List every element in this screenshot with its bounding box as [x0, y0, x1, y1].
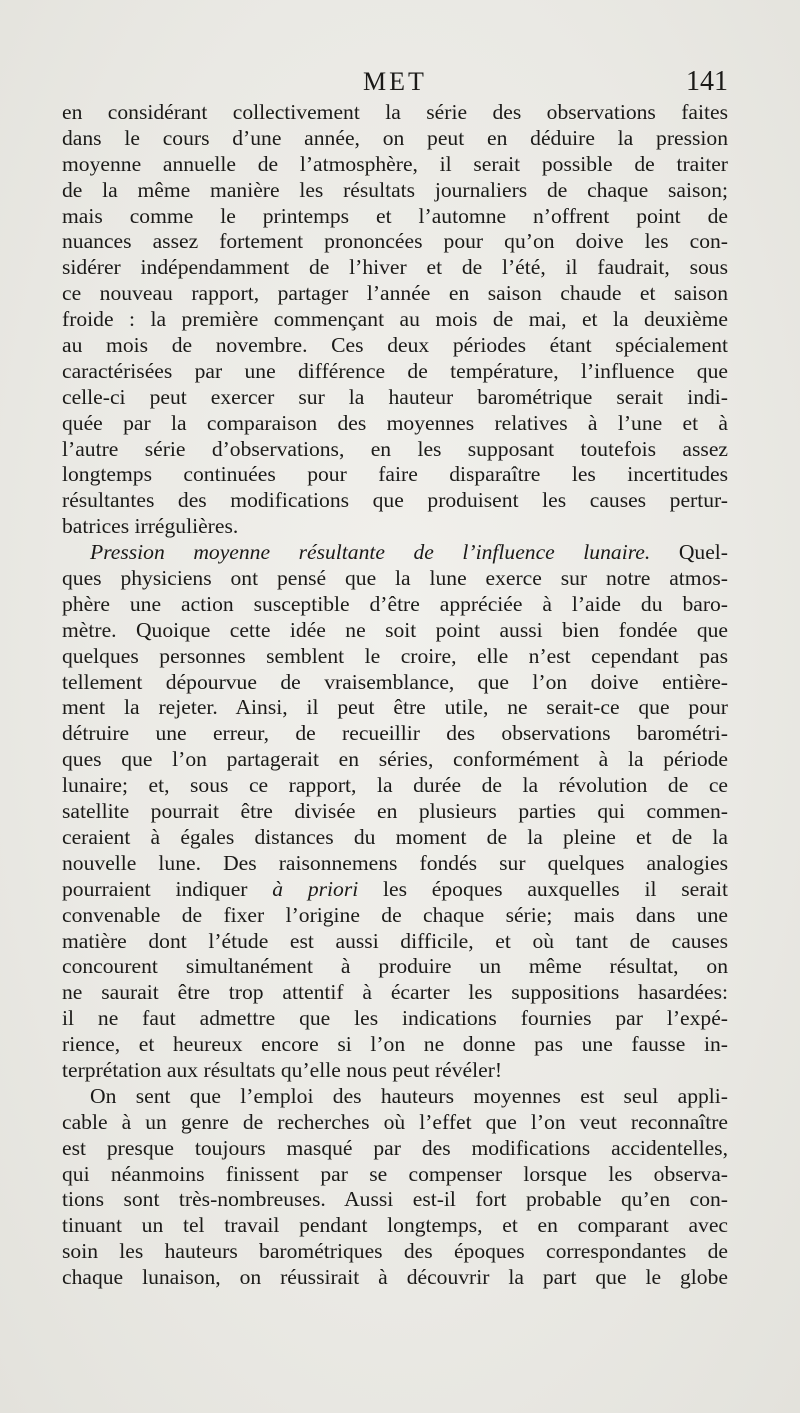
text-line: ce nouveau rapport, partager l’année en saison chaude et saison [62, 281, 728, 306]
section-heading: Pression moyenne résultante de l’influence lunaire. [90, 540, 651, 565]
text-line: quée par la comparaison des moyennes relatives à l’une et à [62, 410, 728, 435]
text-line-with-italic [62, 877, 728, 903]
text-line: rience, et heureux encore si l’on ne donne pas une fausse in- [62, 1032, 728, 1057]
text-line: tellement dépourvue de vraisemblance, que l’on doive entière- [62, 669, 728, 694]
text-fragment: les époques auxquelles il serait [358, 876, 728, 901]
text-line: qui néanmoins finissent par se compenser lorsque les observa- [62, 1161, 728, 1186]
text-line: On sent que l’emploi des hauteurs moyennes est seul appli- [90, 1083, 728, 1108]
text-line: mais comme le printemps et l’automne n’offrent point de [62, 203, 728, 228]
text-fragment: pourraient indiquer [62, 876, 273, 901]
text-line: ques physiciens ont pensé que la lune exerce sur notre atmos- [62, 566, 728, 591]
text-line: sidérer indépendamment de l’hiver et de l’été, il faudrait, sous [62, 255, 728, 280]
text-line: quelques personnes semblent le croire, elle n’est cependant pas [62, 643, 728, 668]
text-line: ques que l’on partagerait en séries, conformément à la période [62, 747, 728, 772]
text-line: satellite pourrait être divisée en plusieurs parties qui commen- [62, 799, 728, 824]
text-line: en considérant collectivement la série des observations faites [62, 100, 728, 124]
text-line: de la même manière les résultats journaliers de chaque saison; [62, 177, 728, 202]
italic-phrase: à priori [272, 876, 359, 901]
text-line: froide : la première commençant au mois de mai, et la deuxième [62, 307, 728, 332]
text-line: phère une action susceptible d’être appréciée à l’aide du baro- [62, 591, 728, 616]
text-line: ne saurait être trop attentif à écarter les suppositions hasardées: [62, 980, 728, 1005]
text-line: nuances assez fortement prononcées pour qu’on doive les con- [62, 229, 728, 254]
text-line: est presque toujours masqué par des modifications accidentelles, [62, 1135, 728, 1160]
body-text [62, 100, 728, 1291]
text-line: celle-ci peut exercer sur la hauteur barométrique serait indi- [62, 384, 728, 409]
page-number: 141 [686, 66, 728, 97]
text-line: longtemps continuées pour faire disparaître les incertitudes [62, 462, 728, 487]
text-line: ment la rejeter. Ainsi, il peut être utile, ne serait-ce que pour [62, 695, 728, 720]
text-line: batrices irrégulières. [62, 514, 239, 539]
page-header [62, 64, 728, 100]
text-line: mètre. Quoique cette idée ne soit point aussi bien fondée que [62, 617, 728, 642]
text-line: terprétation aux résultats qu’elle nous peut révéler! [62, 1057, 503, 1082]
text-line: convenable de fixer l’origine de chaque série; mais dans une [62, 902, 728, 927]
text-line: détruire une erreur, de recueillir des observations barométri- [62, 721, 728, 746]
text-line: ceraient à égales distances du moment de la pleine et de la [62, 824, 728, 849]
heading-continuation: Quel- [650, 540, 728, 565]
text-line: soin les hauteurs barométriques des époques correspondantes de [62, 1239, 728, 1264]
text-line: tinuant un tel travail pendant longtemps, et en comparant avec [62, 1213, 728, 1238]
text-line: il ne faut admettre que les indications fournies par l’expé- [62, 1006, 728, 1031]
text-line: matière dont l’étude est aussi difficile, et où tant de causes [62, 928, 728, 953]
text-line: lunaire; et, sous ce rapport, la durée de la révolution de ce [62, 773, 728, 798]
text-line: cable à un genre de recherches où l’effet que l’on veut reconnaître [62, 1109, 728, 1134]
section-heading-line [62, 540, 728, 566]
text-line: au mois de novembre. Ces deux périodes étant spécialement [62, 333, 728, 358]
text-line: nouvelle lune. Des raisonnemens fondés sur quelques analogies [62, 850, 728, 875]
text-line: résultantes des modifications que produisent les causes pertur- [62, 488, 728, 513]
text-line: l’autre série d’observations, en les supposant toutefois assez [62, 436, 728, 461]
text-line: concourent simultanément à produire un même résultat, on [62, 954, 728, 979]
text-line: chaque lunaison, on réussirait à découvrir la part que le globe [62, 1265, 728, 1290]
text-line: moyenne annuelle de l’atmosphère, il serait possible de traiter [62, 151, 728, 176]
text-line: tions sont très-nombreuses. Aussi est-il fort probable qu’en con- [62, 1187, 728, 1212]
running-head: MET [363, 67, 427, 96]
text-line: dans le cours d’une année, on peut en déduire la pression [62, 125, 728, 150]
text-line: caractérisées par une différence de température, l’influence que [62, 358, 728, 383]
